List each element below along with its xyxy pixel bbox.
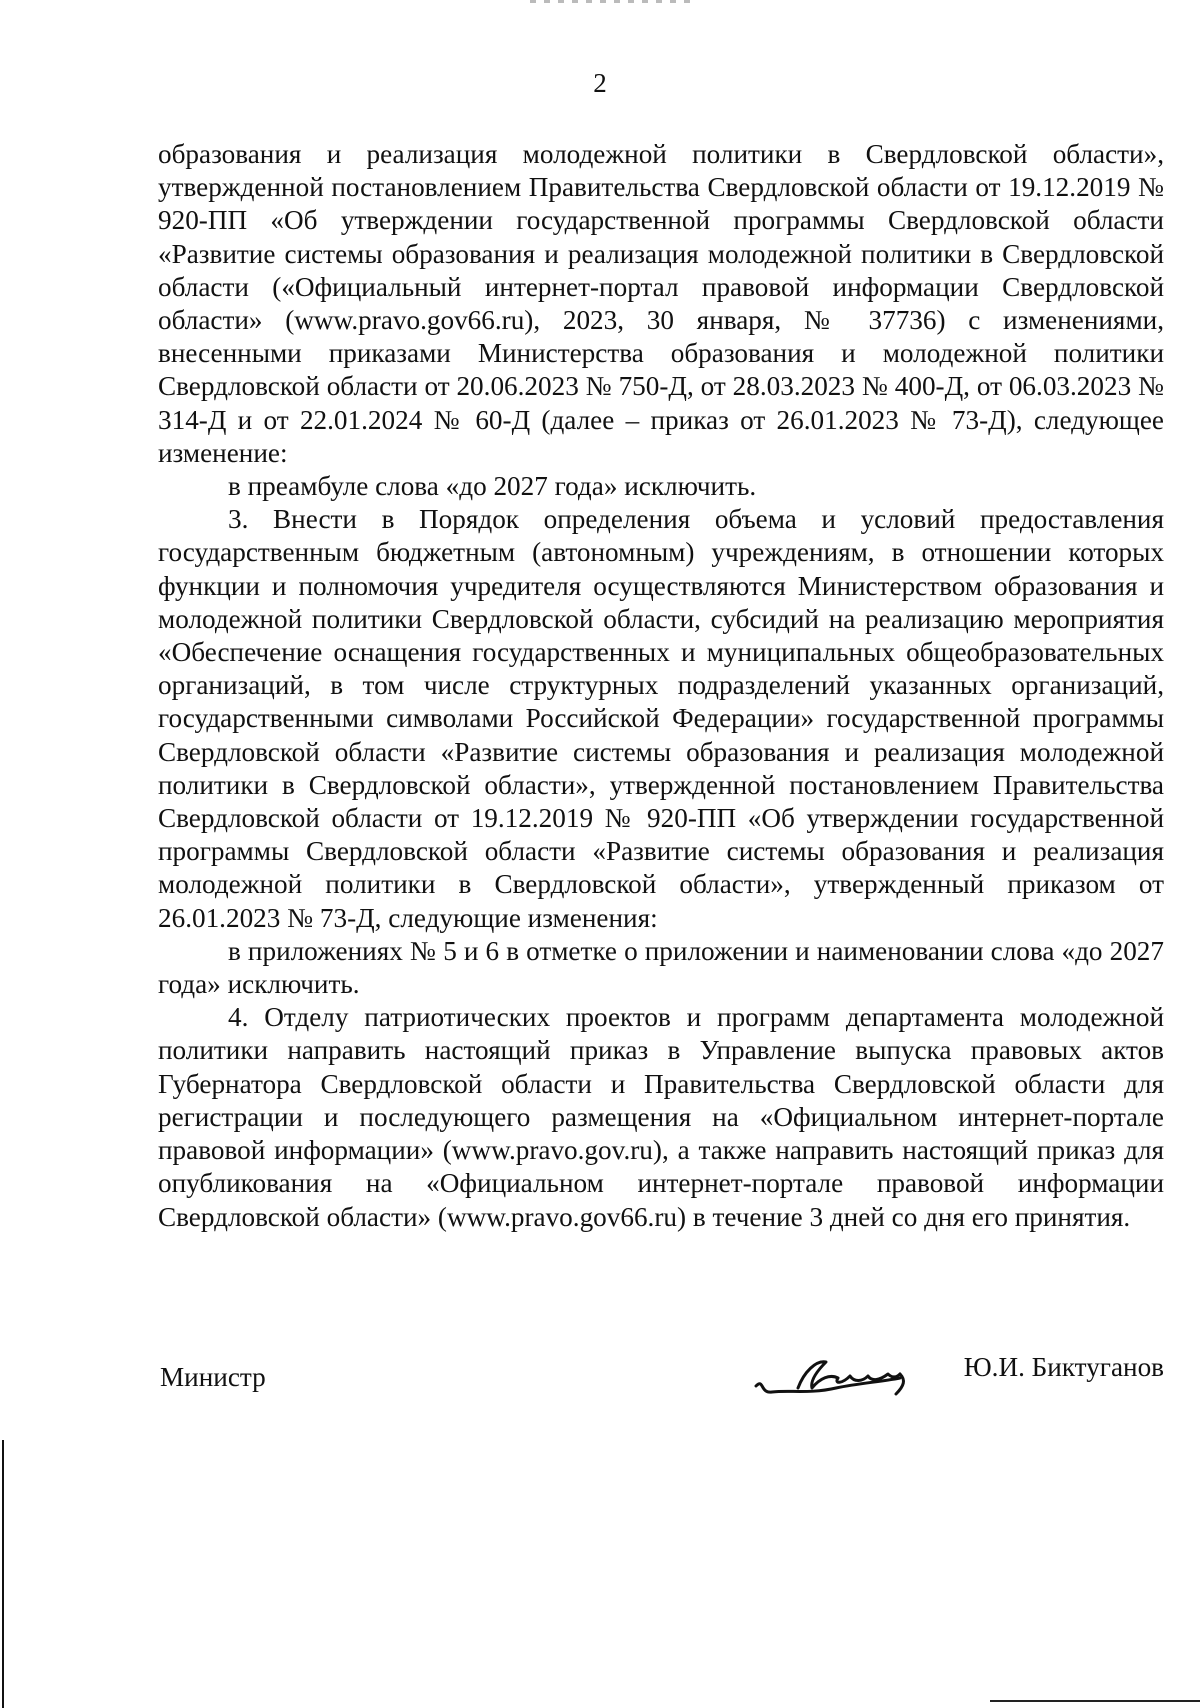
paragraph-preamble-change: в преамбуле слова «до 2027 года» исключить. (228, 471, 757, 502)
handwritten-signature (750, 1348, 930, 1408)
paragraph-item-3: 3. Внести в Порядок определения объема и условий предоставления государственным бюджетным (автономным) учреждениям, в отношении которых функции и полномочия учредителя осуществляются Министерством образования и молодежной политики Свердловской области, субсидий на реализацию мероприятия «Обеспечение оснащения государственных и муниципальных общеобразовательных организаций, в том числе структурных подразделений указанных организаций, государственными символами Российской Федерации» государственной программы Свердловской области «Развитие системы образования и реализация молодежной политики в Свердловской области», утвержденной постановлением Правительства Свердловской области от 19.12.2019 № 920-ПП «Об утверждении государственной программы Свердловской области «Развитие системы образования и реализация молодежной политики в Свердловской области», утвержденный приказом от 26.01.2023 № 73-Д, следующие изменения: (158, 504, 1164, 933)
signer-name: Ю.И. Биктуганов (963, 1352, 1164, 1382)
signer-title: Министр (160, 1362, 266, 1392)
scan-edge-line (2, 1440, 4, 1708)
scan-edge-line (990, 1700, 1200, 1702)
paragraph-item-4: 4. Отделу патриотических проектов и программ департамента молодежной политики направить настоящий приказ в Управление выпуска правовых актов Губернатора Свердловской области и Правительства Свердловской области для регистрации и последующего размещения на «Официальном интернет-портале правовой информации» (www.pravo.gov.ru), а также направить настоящий приказ для опубликования на «Официальном интернет-портале правовой информации Свердловской области» (www.pravo.gov66.ru) в течение 3 дней со дня его принятия. (158, 1002, 1164, 1232)
signature-block (158, 1348, 1164, 1408)
paragraph-appendix-change: в приложениях № 5 и 6 в отметке о приложении и наименовании слова «до 2027 года» исключить. (158, 935, 1164, 1000)
paragraph-continuation: образования и реализация молодежной политики в Свердловской области», утвержденной постановлением Правительства Свердловской области от 19.12.2019 № 920-ПП «Об утверждении государственной программы Свердловской области «Развитие системы образования и реализация молодежной политики в Свердловской области («Официальный интернет-портал правовой информации Свердловской области» (www.pravo.gov66.ru), 2023, 30 января, № 37736) с изменениями, внесенными приказами Министерства образования и молодежной политики Свердловской области от 20.06.2023 № 750-Д, от 28.03.2023 № 400-Д, от 06.03.2023 № 314-Д и от 22.01.2024 № 60-Д (далее – приказ от 26.01.2023 № 73-Д), следующее изменение: (158, 139, 1164, 468)
page-number: 2 (593, 68, 607, 98)
scan-artifact (530, 0, 690, 3)
document-body (158, 138, 1164, 1234)
